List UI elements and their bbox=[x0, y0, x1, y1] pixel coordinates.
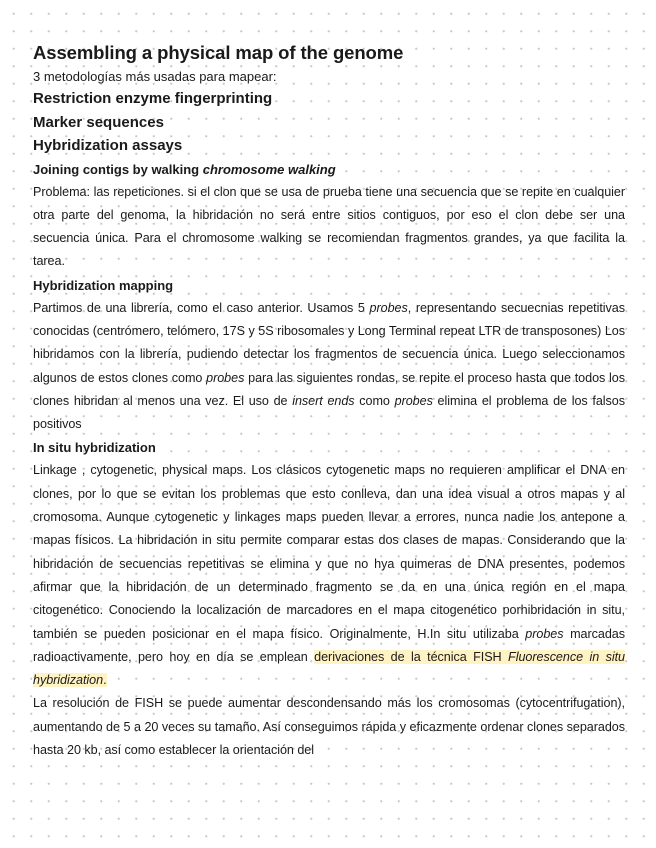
page-title: Assembling a physical map of the genome bbox=[33, 42, 404, 63]
is-hl-text: derivaciones de la técnica FISH bbox=[314, 649, 509, 664]
is-hl-end: . bbox=[103, 673, 107, 688]
paragraph-in-situ-2: La resolución de FISH se puede aumentar descondensando más los cromosomas (cytocentrifugation), aumentando de 5 a 20 veces su tamaño. Así conseguimos rápida y eficazmente ordenar clones separados hasta 20 kb, así como establecer la orientación del bbox=[33, 696, 625, 758]
hm-em-4: probes bbox=[394, 393, 433, 408]
is-text-1: Linkage , cytogenetic, physical maps. Los clásicos cytogenetic maps no requieren amplificar el DNA en clones, por lo que se evitan los problemas que esto conlleva, dan una idea visual a otros mapas y al cromosoma. Aunque cytogenetic y linkages maps pueden llevar a errores, nunca nadie los antepone a mapas físicos. La hibridación in situ permite comparar estas dos clases de mapas. Considerando que la hibridación de secuencias repetitivas se elimina y que no hya quimeras de DNA presentes, podemos afirmar que la hibridación de un determinado fragmento se da en una única región en el mapa citogenético. Conociendo la localización de marcadores en el mapa citogenético porhibridación in situ, también se pueden posicionar en el mapa físico. Originalmente, H.In situ utilizaba bbox=[33, 463, 625, 641]
method-marker-sequences: Marker sequences bbox=[33, 113, 164, 131]
hm-text-3: para las siguientes rondas, se repite el proceso hasta que todos los clones hibridan al menos una vez. El uso de bbox=[33, 370, 625, 408]
document-page bbox=[33, 40, 625, 762]
heading-walking-text: Joining contigs by walking bbox=[33, 161, 203, 177]
hm-text-2: , representando secuecnias repetitivas conocidas (centrómero, telómero, 17S y 5S ribosomales y Long Terminal repeat LTR de transposones) Los hibridamos con la librería, pudiendo detectar los fragmentos de secuencia única. Luego seleccionamos algunos de estos clones como bbox=[33, 300, 625, 385]
method-restriction-enzyme: Restriction enzyme fingerprinting bbox=[33, 90, 273, 107]
method-hybridization-assays: Hybridization assays bbox=[33, 137, 183, 154]
paragraph-hybridization-mapping bbox=[33, 297, 625, 437]
hm-em-1: probes bbox=[369, 300, 408, 315]
is-hl-em: Fluorescence in situ hybridization bbox=[33, 649, 626, 688]
heading-in-situ-hybridization: In situ hybridization bbox=[33, 440, 156, 456]
hm-em-3: insert ends bbox=[292, 393, 355, 408]
paragraph-walking: Problema: las repeticiones. si el clon que se usa de prueba tiene una secuencia que se repite en cualquier otra parte del genoma, la hibridación no será entre sitios contiguos, por eso el clon debe ser una secuencia única. Para el chromosome walking se recomiendan fragmentos grandes, ya que facilita la tarea. bbox=[33, 184, 625, 269]
intro-text: 3 metodologías más usadas para mapear: bbox=[33, 69, 277, 84]
is-em-1: probes bbox=[525, 626, 564, 641]
hm-text-5: elimina el problema de los falsos positivos bbox=[33, 393, 625, 432]
heading-hybridization-mapping: Hybridization mapping bbox=[33, 277, 174, 293]
is-text-2: marcadas radioactivamente, pero hoy en día se emplean bbox=[33, 626, 626, 664]
hm-text-4: como bbox=[354, 393, 395, 408]
hm-text-1: Partimos de una librería, como el caso anterior. Usamos 5 bbox=[33, 300, 370, 315]
heading-walking-em: chromosome walking bbox=[202, 161, 336, 177]
paragraph-in-situ-1 bbox=[33, 459, 625, 692]
heading-chromosome-walking bbox=[33, 158, 625, 181]
hm-em-2: probes bbox=[206, 370, 245, 385]
